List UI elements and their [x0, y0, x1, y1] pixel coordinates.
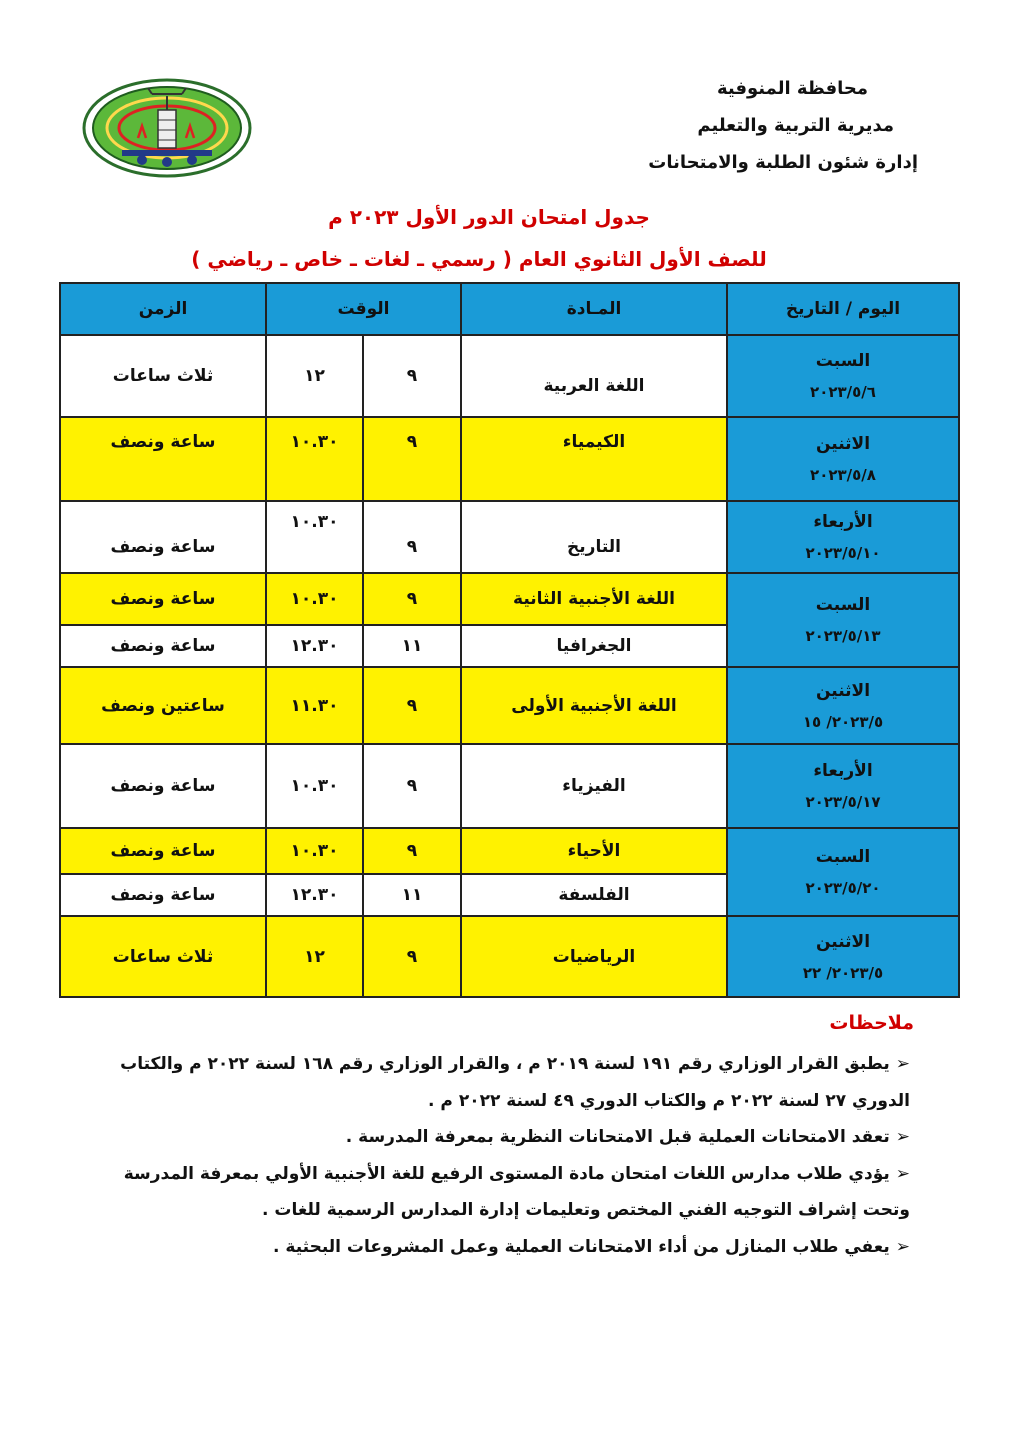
- time-to-cell: ١٠.٣٠: [266, 501, 363, 573]
- time-to-cell: ١٠.٣٠: [266, 744, 363, 828]
- notes-list: [85, 1046, 910, 1265]
- table-row: [60, 573, 959, 625]
- time-to-cell: ١٢: [266, 335, 363, 417]
- header-block: [538, 70, 918, 181]
- subject-cell: الجغرافيا: [461, 625, 727, 667]
- table-row: [60, 667, 959, 744]
- subject-cell: اللغة العربية: [461, 335, 727, 417]
- duration-cell: ساعتين ونصف: [60, 667, 266, 744]
- day-cell: [727, 667, 959, 744]
- note-text: يؤدي طلاب مدارس اللغات امتحان مادة المستوى الرفيع للغة الأجنبية الأولي بمعرفة المدرسة وتحت إشراف التوجيه الفني المختص وتعليمات إدارة المدارس الرسمية للغات .: [123, 1163, 910, 1220]
- note-item: [85, 1119, 910, 1156]
- duration-cell: ساعة ونصف: [60, 828, 266, 874]
- day-cell: [727, 335, 959, 417]
- note-item: [85, 1156, 910, 1229]
- table-header-row: [60, 283, 959, 335]
- subject-cell: اللغة الأجنبية الثانية: [461, 573, 727, 625]
- table-row: [60, 828, 959, 874]
- note-item: [85, 1229, 910, 1266]
- day-cell: [727, 744, 959, 828]
- time-from-cell: ٩: [363, 335, 461, 417]
- time-from-cell: ١١: [363, 874, 461, 916]
- exam-schedule-table: [59, 282, 960, 998]
- time-to-cell: ١٠.٣٠: [266, 828, 363, 874]
- time-to-cell: ١٢.٣٠: [266, 874, 363, 916]
- schedule-title: جدول امتحان الدور الأول ٢٠٢٣ م: [328, 205, 650, 229]
- time-from-cell: ٩: [363, 573, 461, 625]
- table-row: [60, 501, 959, 573]
- day-date: ٢٠٢٣/٥/١٣: [805, 627, 881, 645]
- day-cell: [727, 501, 959, 573]
- table-row: [60, 916, 959, 997]
- duration-cell: ساعة ونصف: [60, 625, 266, 667]
- table-row: [60, 744, 959, 828]
- arrow-bullet-icon: ➢: [895, 1163, 910, 1184]
- time-to-cell: ١٢: [266, 916, 363, 997]
- day-date: ٢٠٢٣/٥/١٠: [805, 544, 881, 562]
- subject-cell: التاريخ: [461, 501, 727, 573]
- header-time: الوقت: [266, 283, 461, 335]
- note-text: يعفي طلاب المنازل من أداء الامتحانات العملية وعمل المشروعات البحثية .: [273, 1236, 890, 1257]
- table-row: [60, 417, 959, 501]
- time-from-cell: ٩: [363, 828, 461, 874]
- arrow-bullet-icon: ➢: [895, 1127, 910, 1147]
- day-date: ٢٠٢٣/٥/١٧: [805, 793, 881, 811]
- duration-cell: ثلاث ساعات: [60, 335, 266, 417]
- subject-cell: اللغة الأجنبية الأولى: [461, 667, 727, 744]
- duration-cell: ساعة ونصف: [60, 573, 266, 625]
- day-cell: [727, 573, 959, 667]
- time-from-cell: ٩: [363, 417, 461, 501]
- day-name: السبت: [815, 847, 871, 867]
- schedule-subtitle: للصف الأول الثانوي العام ( رسمي ـ لغات ـ خاص ـ رياضي ): [191, 247, 767, 271]
- note-text: يطبق القرار الوزاري رقم ١٩١ لسنة ٢٠١٩ م ، والقرار الوزاري رقم ١٦٨ لسنة ٢٠٢٢ م والكتاب الدوري ٢٧ لسنة ٢٠٢٢ م والكتاب الدوري ٤٩ لسنة ٢٠٢٢ م .: [120, 1054, 910, 1111]
- time-to-cell: ١٢.٣٠: [266, 625, 363, 667]
- governorate-name: محافظة المنوفية: [716, 78, 868, 99]
- day-name: الاثنين: [815, 434, 871, 454]
- time-from-cell: ٩: [363, 916, 461, 997]
- duration-cell: ثلاث ساعات: [60, 916, 266, 997]
- department-name: إدارة شئون الطلبة والامتحانات: [648, 152, 918, 173]
- day-name: السبت: [815, 351, 871, 371]
- time-from-cell: ١١: [363, 625, 461, 667]
- duration-cell: ساعة ونصف: [60, 744, 266, 828]
- day-date: ٢٠٢٣/٥/٨: [810, 466, 876, 484]
- notes-title: ملاحظات: [829, 1012, 914, 1034]
- day-date: ٢٠٢٣/٥/٦: [810, 383, 876, 401]
- day-name: السبت: [815, 595, 871, 615]
- table-row: [60, 335, 959, 417]
- arrow-bullet-icon: ➢: [895, 1236, 910, 1257]
- subject-cell: الأحياء: [461, 828, 727, 874]
- subject-cell: الفلسفة: [461, 874, 727, 916]
- header-day-date: اليوم / التاريخ: [727, 283, 959, 335]
- subject-cell: الرياضيات: [461, 916, 727, 997]
- duration-cell: ساعة ونصف: [60, 501, 266, 573]
- header-subject: المـادة: [461, 283, 727, 335]
- subject-cell: الكيمياء: [461, 417, 727, 501]
- directorate-logo-icon: [82, 78, 252, 178]
- duration-cell: ساعة ونصف: [60, 417, 266, 501]
- day-cell: [727, 417, 959, 501]
- day-name: الاثنين: [815, 680, 871, 701]
- time-to-cell: ١٠.٣٠: [266, 417, 363, 501]
- directorate-name: مديرية التربية والتعليم: [697, 115, 894, 136]
- day-name: الأربعاء: [813, 512, 873, 532]
- day-name: الاثنين: [815, 931, 871, 952]
- note-text: تعقد الامتحانات العملية قبل الامتحانات النظرية بمعرفة المدرسة .: [345, 1127, 890, 1147]
- arrow-bullet-icon: ➢: [895, 1054, 910, 1074]
- header-duration: الزمن: [60, 283, 266, 335]
- day-date: ٢٠٢٣/٥/ ٢٢: [802, 963, 884, 982]
- time-from-cell: ٩: [363, 667, 461, 744]
- day-cell: [727, 828, 959, 916]
- day-date: ٢٠٢٣/٥/ ١٥: [802, 712, 884, 731]
- duration-cell: ساعة ونصف: [60, 874, 266, 916]
- time-to-cell: ١٠.٣٠: [266, 573, 363, 625]
- subject-cell: الفيزياء: [461, 744, 727, 828]
- day-cell: [727, 916, 959, 997]
- time-from-cell: ٩: [363, 501, 461, 573]
- day-date: ٢٠٢٣/٥/٢٠: [805, 879, 881, 897]
- time-from-cell: ٩: [363, 744, 461, 828]
- day-name: الأربعاء: [813, 761, 873, 781]
- time-to-cell: ١١.٣٠: [266, 667, 363, 744]
- note-item: [85, 1046, 910, 1119]
